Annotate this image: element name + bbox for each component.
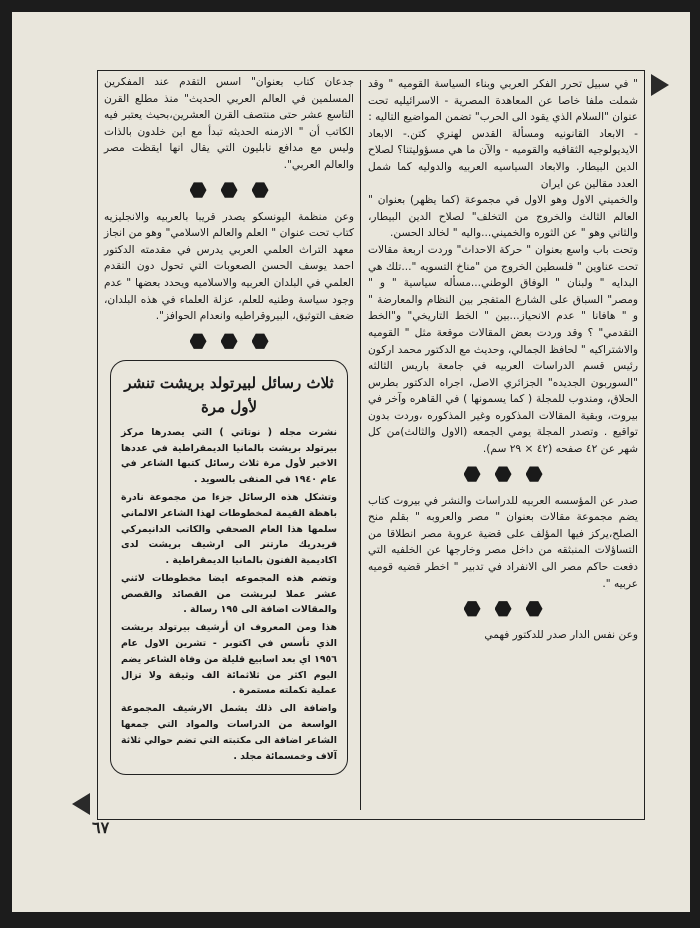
box-paragraph: واضافة الى ذلك يشمل الارشيف المجموعة الواسعة من الدراسات والمواد التي جمعها الشاعر اضافة الى مكتبته التي تضم حوالي ثلاثة آلاف وخمسمائة مجلد . (121, 703, 337, 762)
box-paragraph: نشرت مجله ( نوتاتي ) التي يصدرها مركز بيرتولد بريشت بالمانيا الديمقراطية في عددها الاخير لأول مرة ثلاث رسائل كتبها الشاعر في عام ١٩٤٠ في المنفى بالسويد . (121, 426, 337, 486)
box-paragraph: هذا ومن المعروف ان أرشيف بيرتولد بريشت الذي تأسس في اكتوبر - تشرين الاول عام ١٩٥٦ اي بعد اسابيع قليلة من وفاة الشاعر يضم اليوم اكثر من ثلاثمائة الف وثيقة ولا تزال عملية تكملته مستمرة . (121, 622, 337, 697)
box-title: ثلاث رسائل لبيرتولد بريشت تنشر لأول مرة (124, 373, 334, 416)
hexagon-icon (526, 466, 543, 483)
box-paragraph: وتشكل هذه الرسائل جزءا من مجموعة نادرة باهظة القيمة لمخطوطات لهذا الشاعر الالماني سلمها هذا العام الصحفي والكاتب الدانيمركي فريدريك مارتنر الى ارشيف بريشت لدى اكاديمية الفنون بالمانيا الديمقراطية . (121, 491, 337, 567)
paragraph: وعن نفس الدار صدر للدكتور فهمي (484, 629, 638, 642)
paragraph: وتحت باب واسع بعنوان " حركة الاحداث" وردت اربعة مقالات تحت عناوين " فلسطين الخروج من "مناخ التسويه "...تلك هي البدايه " ولبنان " الوفاق الوطني...مسأله سياسية " و " ومصر" السباق على الشارع المتفجر بين النظام والمعارضة " و " هافانا " عدم الانحياز...بين " الخط التاريخي" و"الخط التقدمي" ؟ وقد وردت بعض المقالات موقعة مثل " القوميه والاشتراكيه " لحافظ الجمالي، وحديث مع الدكتور محمد اركون رئيس قسم الدراسات العربيه في جامعة باريس الثالثه "السوربون الجديده" الجزائري الاصل، اجراه الدكتور بطرس الحلاق، ومندوب للمجلة ( كما يسمونها ) في القاهره وآخر في بيروت، وبقية المقالات المذكوره وغير المذكوره ،وردت بدون تواقيع . وتصدر المجلة يومي الجمعه (الاول والثالث)من كل شهر عن ٤٢ صفحه (٤٢ × ٢٩ سم). (368, 243, 638, 456)
column-divider (360, 80, 361, 810)
box-paragraph: وتضم هذه المجموعه ايضا مخطوطات لاثني عشر عملا لبريشت من القصائد والقصص والمقالات اضافة الى ١٩٥ رسالة . (121, 572, 337, 616)
paragraph: - الابعاد القانونيه ومسألة القدس لهنري كتن.- الابعاد الايديولوجيه الثقافيه والقوميه - والآن ما هي مسؤوليتنا؟ لصلاح الدين البيطار. والابعاد السياسيه العربيه والدوليه كما شمل العدد مقالين عن ايران (368, 127, 638, 190)
hexagon-ornament (368, 600, 638, 617)
brecht-article-box (110, 360, 348, 776)
arrow-marker-bottom-icon (72, 793, 90, 815)
hexagon-icon (252, 333, 269, 350)
paragraph: وعن منظمة اليونسكو يصدر قريبا بالعربيه والانجليزيه كتاب تحت عنوان " العلم والعالم الاسلامي" وهو من انجاز معهد التراث العلمي العربي يدرس في مقدمته الدكتور احمد يوسف الحسن الصعوبات التي تحول دون التقدم العلمي في البلدان العربيه والاسلاميه ويحدد بعضها " عدم وجود سياسة وطنيه للعلم، عزلة العلماء في هذه البلدان، ضعف التوثيق، البيروقراطيه وانعدام الحوافز". (104, 210, 354, 323)
page-number: ٦٧ (92, 818, 110, 837)
paragraph: صدر عن المؤسسه العربيه للدراسات والنشر في بيروت كتاب يضم مجموعة مقالات بعنوان " مصر والعروبه " بقلم منح الصلح،يركز فيها المؤلف على قضية عروبة مصر انطلاقا من التساؤلات المنبثقه من داخل مصر وخارجها عن الخلفيه التي دفعت حاكم مصر الى الانفراد في تدبير " اخطر قضيه قوميه عربيه ". (368, 494, 638, 590)
arrow-marker-top-icon (651, 74, 669, 96)
paragraph: والخميني الاول وهو الاول في مجموعة (كما يظهر) بعنوان " العالم الثالث والخروج من التخلف" لصلاح الدين البيطار، والثاني وهو " عن الثوره والخميني...واليه " لخالد الحسن. (368, 194, 638, 240)
hexagon-icon (221, 333, 238, 350)
hexagon-icon (526, 600, 543, 617)
hexagon-ornament (104, 333, 354, 350)
right-column (368, 76, 638, 644)
hexagon-ornament (368, 466, 638, 483)
hexagon-icon (252, 182, 269, 199)
hexagon-icon (221, 182, 238, 199)
paragraph: جدعان كتاب بعنوان" اسس التقدم عند المفكرين المسلمين في العالم العربي الحديث" منذ مطلع القرن التاسع عشر حتى منتصف القرن العشرين،بحيث يعتبر فيه الكاتب أن " الازمنه الحديثه تبدأ مع ابن خلدون بالذات وليس مع مدافع نابليون التي يقال انها ايقظت مصر والعالم العربي". (104, 76, 354, 171)
hexagon-icon (190, 333, 207, 350)
paragraph: " في سبيل تحرر الفكر العربي وبناء السياسة القوميه " وقد شملت ملفا خاصا عن المعاهدة المصرية - الاسرائيليه تحت عنوان "السلام الذي يقود الى الحرب" تضمن المواضيع التاليه : (368, 78, 638, 124)
hexagon-icon (464, 600, 481, 617)
hexagon-icon (464, 466, 481, 483)
hexagon-icon (190, 182, 207, 199)
hexagon-ornament (104, 182, 354, 199)
hexagon-icon (495, 600, 512, 617)
left-column (104, 74, 354, 775)
hexagon-icon (495, 466, 512, 483)
